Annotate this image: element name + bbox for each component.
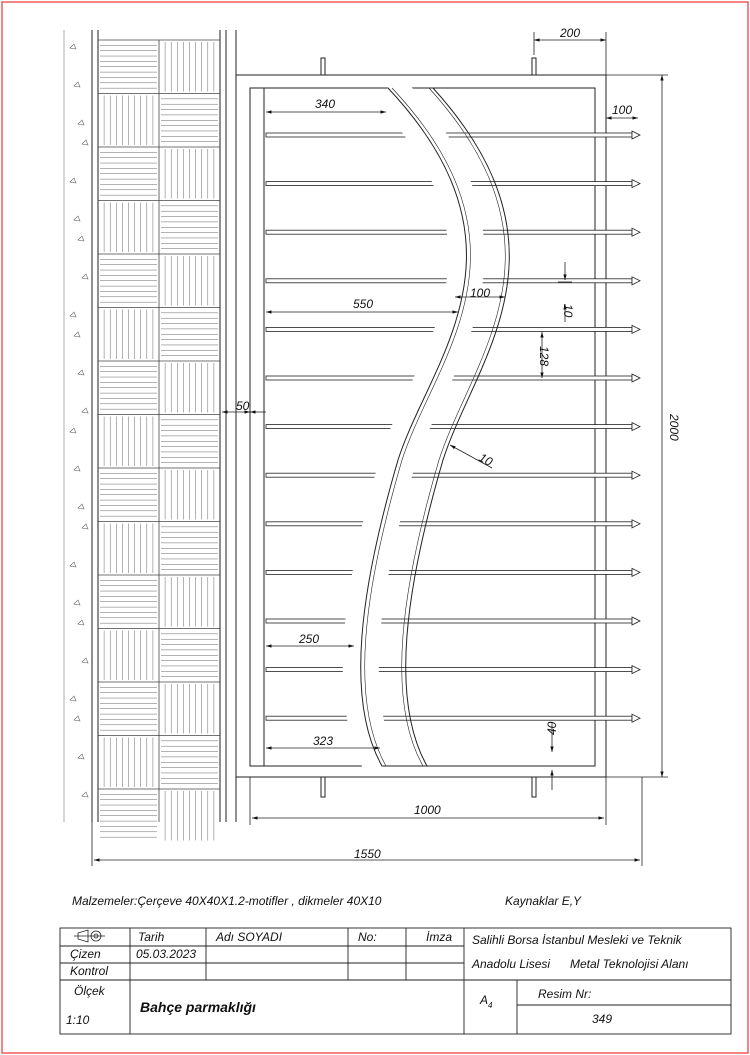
- wall-tile: [165, 577, 214, 627]
- fill-mark: [78, 370, 84, 375]
- fill-mark: [82, 792, 88, 797]
- dim-2000: 2000: [667, 414, 681, 441]
- wall-tile: [165, 684, 214, 734]
- dimension-texts: [236, 26, 681, 861]
- kontrol-label: Kontrol: [70, 964, 109, 978]
- wall-tile: [104, 310, 153, 360]
- wall-tile: [104, 738, 153, 788]
- dim-340: 340: [315, 97, 336, 111]
- tarih-label: Tarih: [138, 930, 165, 944]
- wall-tile: [104, 203, 153, 253]
- drawing-title: Bahçe parmaklığı: [140, 999, 256, 1015]
- fill-mark: [70, 428, 76, 433]
- wall-tile: [165, 791, 214, 841]
- fill-mark: [82, 658, 88, 663]
- fill-mark: [78, 120, 84, 125]
- fill-mark: [82, 274, 88, 279]
- fill-mark: [70, 562, 76, 567]
- fill-mark: [78, 754, 84, 759]
- wall-tile: [100, 687, 157, 730]
- wall-tile: [104, 96, 153, 146]
- materials-note: Malzemeler:Çerçeve 40X40X1.2-motifler , dikmeler 40X10: [72, 894, 382, 908]
- paper-size: $A_4$: [480, 993, 493, 1010]
- tarih-value: 05.03.2023: [136, 947, 197, 961]
- imza-label: İmza: [426, 930, 453, 944]
- picket: [266, 131, 640, 139]
- picket: [266, 520, 640, 528]
- picket: [266, 714, 640, 722]
- resim-nr-value: 349: [592, 1012, 613, 1026]
- fill-mark: [78, 620, 84, 625]
- resim-nr-label: Resim Nr:: [538, 987, 592, 1001]
- fill-mark: [82, 524, 88, 529]
- wall-tile: [161, 634, 218, 677]
- wall-tiles: [98, 40, 220, 841]
- wall-tile: [165, 42, 214, 92]
- no-label: No:: [358, 930, 377, 944]
- fill-mark: [78, 236, 84, 241]
- fill-mark: [78, 504, 84, 509]
- dim-50: 50: [236, 399, 250, 413]
- dim-100-right: 100: [612, 103, 633, 117]
- dim-40: 40: [545, 721, 559, 735]
- department-name: Metal Teknolojisi Alanı: [570, 957, 689, 971]
- wall-tile: [104, 524, 153, 574]
- wall-tile: [100, 366, 157, 409]
- fill-mark: [82, 140, 88, 145]
- dim-550: 550: [353, 297, 374, 311]
- wall-tile: [165, 256, 214, 306]
- picket: [266, 666, 640, 674]
- wall-tile: [100, 45, 157, 88]
- dim-323: 323: [313, 734, 334, 748]
- fill-mark: [70, 312, 76, 317]
- wall-tile: [100, 152, 157, 195]
- dim-10-band: 10: [476, 450, 495, 469]
- wall-tile: [161, 420, 218, 463]
- wall-tile: [165, 470, 214, 520]
- wall-tile: [161, 741, 218, 784]
- sources-note: Kaynaklar E,Y: [505, 894, 582, 908]
- fill-mark: [74, 600, 80, 605]
- dim-128: 128: [537, 346, 551, 367]
- wall-tile: [104, 417, 153, 467]
- fill-mark: [70, 178, 76, 183]
- fill-mark: [74, 216, 80, 221]
- wall-tile: [165, 149, 214, 199]
- scale-value: 1:10: [66, 1013, 90, 1027]
- wall-tile: [100, 259, 157, 302]
- projection-symbol-icon: [74, 930, 105, 942]
- wall-fill-marks: [70, 44, 88, 797]
- wall-tile: [100, 473, 157, 516]
- fill-mark: [82, 408, 88, 413]
- picket: [266, 568, 640, 576]
- fill-mark: [70, 696, 76, 701]
- fill-mark: [74, 82, 80, 87]
- dim-10-picket: 10: [561, 304, 575, 318]
- fill-mark: [74, 332, 80, 337]
- adi-soyadi-label: Adı SOYADI: [216, 930, 283, 944]
- wall-tile: [165, 363, 214, 413]
- dim-100-band: 100: [470, 286, 491, 300]
- title-block-texts: [66, 930, 689, 1027]
- wall-tile: [161, 99, 218, 142]
- dim-250: 250: [299, 632, 320, 646]
- wall-tile: [161, 206, 218, 249]
- wall-section: [64, 30, 236, 841]
- fill-mark: [70, 44, 76, 49]
- school-name-line1: Salihli Borsa İstanbul Mesleki ve Teknik: [472, 933, 682, 947]
- fill-mark: [74, 716, 80, 721]
- wall-tile: [100, 580, 157, 623]
- cizen-label: Çizen: [70, 947, 101, 961]
- dim-1550: 1550: [354, 847, 381, 861]
- picket: [266, 617, 640, 625]
- school-name-line2: Anadolu Lisesi: [472, 957, 551, 971]
- wall-tile: [161, 527, 218, 570]
- picket: [266, 471, 640, 479]
- wall-tile: [104, 631, 153, 681]
- dim-1000: 1000: [414, 803, 441, 817]
- dim-200: 200: [560, 26, 581, 40]
- fill-mark: [74, 466, 80, 471]
- wall-tile: [161, 313, 218, 356]
- wall-tile: [100, 794, 157, 837]
- olcek-label: Ölçek: [74, 984, 105, 998]
